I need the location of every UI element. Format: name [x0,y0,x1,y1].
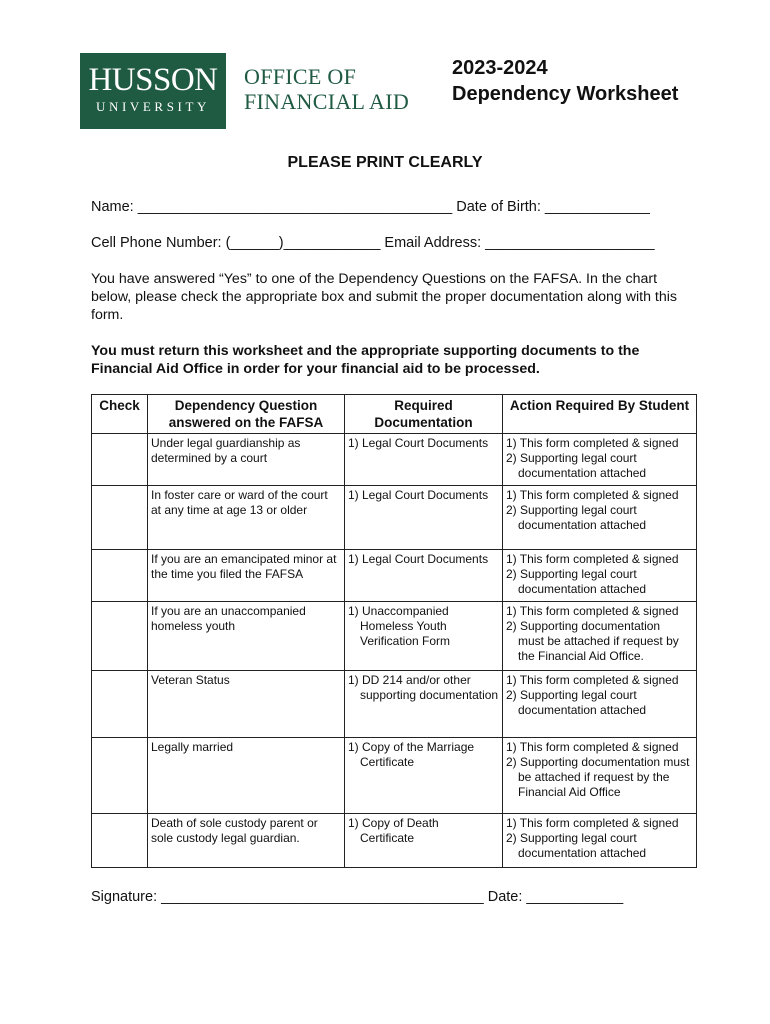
action-line-1: 1) This form completed & signed [506,604,679,618]
action-line-2: 2) Supporting legal court [506,451,637,465]
doc-line-2: Homeless Youth Verification Form [360,619,451,648]
header-question: Dependency Question answered on the FAFSA [148,395,345,434]
documentation-cell [345,602,503,671]
action-line-1: 1) This form completed & signed [506,816,679,830]
phone-email-field[interactable]: Cell Phone Number: (______)____________ Email Address: _____________________ [91,235,655,251]
intro-paragraph: You have answered “Yes” to one of the Dependency Questions on the FAFSA. In the chart below, please check the appropriate box and submit the proper documentation along with this form. [91,271,677,323]
doc-line-2: Certificate [360,755,415,769]
action-line-1: 1) This form completed & signed [506,436,679,450]
table-row [92,671,697,738]
name-dob-field[interactable]: Name: _______________________________________ Date of Birth: _____________ [91,199,650,215]
signature-date-field[interactable]: Signature: ________________________________________ Date: ____________ [91,889,624,905]
action-line-2: 2) Supporting documentation [506,619,661,633]
action-cell [503,434,697,486]
action-line-3: documentation attached [518,703,647,717]
action-cell [503,602,697,671]
doc-line-1: 1) Legal Court Documents [348,552,489,566]
action-line-1: 1) This form completed & signed [506,740,679,754]
office-line-1: OFFICE OF [244,64,357,89]
header-action: Action Required By Student [503,395,697,434]
header-documentation: Required Documentation [345,395,503,434]
action-line-1: 1) This form completed & signed [506,673,679,687]
question-cell: Under legal guardianship as determined by a court [148,434,345,486]
action-line-3: documentation attached [518,518,647,532]
action-line-3: must be attached if request by the Financial Aid Office. [518,634,679,663]
table-header-row [92,395,697,434]
action-cell [503,671,697,738]
table-row [92,486,697,550]
action-cell [503,486,697,550]
documentation-cell [345,814,503,868]
question-cell: Legally married [148,738,345,814]
question-cell: Death of sole custody parent or sole custody legal guardian. [148,814,345,868]
office-name [244,64,409,114]
title-year: 2023-2024 [452,57,548,79]
documentation-cell [345,671,503,738]
table-row [92,738,697,814]
table-row [92,602,697,671]
doc-line-1: 1) Copy of Death [348,816,439,830]
doc-line-1: 1) Unaccompanied [348,604,449,618]
table-row [92,550,697,602]
action-cell [503,738,697,814]
table-row [92,434,697,486]
documentation-cell [345,434,503,486]
check-box[interactable] [92,486,148,550]
warning-paragraph: You must return this worksheet and the appropriate supporting documents to the Financial Aid Office in order for your financial aid to be processed. [91,343,640,377]
check-box[interactable] [92,671,148,738]
doc-line-2: Certificate [360,831,415,845]
husson-logo [80,53,226,129]
action-cell [503,550,697,602]
doc-line-1: 1) Legal Court Documents [348,436,489,450]
action-line-2: 2) Supporting legal court [506,688,637,702]
documentation-cell [345,550,503,602]
dependency-table [91,394,697,868]
action-line-1: 1) This form completed & signed [506,488,679,502]
check-box[interactable] [92,738,148,814]
question-cell: Veteran Status [148,671,345,738]
logo-sub-text: UNIVERSITY [96,99,210,114]
table-row [92,814,697,868]
title-name: Dependency Worksheet [452,83,679,105]
check-box[interactable] [92,602,148,671]
question-cell: If you are an unaccompanied homeless youth [148,602,345,671]
logo-main-text: HUSSON [88,62,218,98]
action-line-2: 2) Supporting documentation must be attached if request by the Financial Aid Office [506,755,690,799]
doc-line-1: 1) DD 214 and/or other [348,673,471,687]
action-line-2: 2) Supporting legal court [506,567,637,581]
action-line-2: 2) Supporting legal court [506,503,637,517]
action-line-1: 1) This form completed & signed [506,552,679,566]
office-line-2: FINANCIAL AID [244,89,410,114]
action-cell [503,814,697,868]
doc-line-1: 1) Copy of the Marriage [348,740,475,754]
check-box[interactable] [92,434,148,486]
question-cell: In foster care or ward of the court at any time at age 13 or older [148,486,345,550]
action-line-3: documentation attached [518,582,647,596]
documentation-cell [345,486,503,550]
action-line-2: 2) Supporting legal court [506,831,637,845]
print-clearly-notice: PLEASE PRINT CLEARLY [287,154,483,171]
action-line-3: documentation attached [518,846,647,860]
question-cell: If you are an emancipated minor at the time you filed the FAFSA [148,550,345,602]
doc-line-1: 1) Legal Court Documents [348,488,489,502]
check-box[interactable] [92,550,148,602]
document-title [452,55,678,107]
check-box[interactable] [92,814,148,868]
action-line-3: documentation attached [518,466,647,480]
documentation-cell [345,738,503,814]
header-check: Check [92,395,148,434]
doc-line-2: supporting documentation [360,688,499,702]
